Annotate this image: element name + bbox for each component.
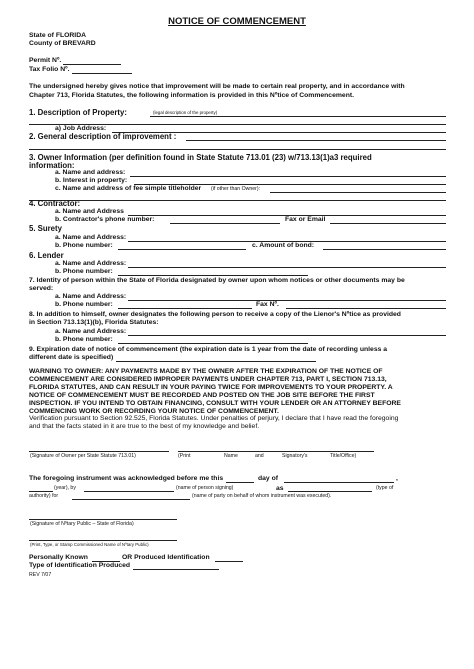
type-of-identification-field[interactable] — [133, 569, 219, 570]
county-label: County of BREVARD — [29, 40, 96, 47]
owner-signature-caption: (Signature of Owner per State Statute 713.01) — [30, 453, 136, 459]
ack-day-of-label: day of — [258, 475, 279, 482]
description-of-property-label: 1. Description of Property: — [29, 108, 127, 117]
copy-recipient-name-address-label: a. Name and Address: — [55, 328, 127, 335]
amount-of-bond-label: c. Amount of bond: — [252, 242, 315, 249]
contractor-phone-label: b. Contractor's phone number: — [55, 216, 155, 223]
ack-type-field[interactable] — [288, 491, 372, 492]
ack-type-of-label: (type of — [376, 485, 394, 491]
contractor-fax-field[interactable] — [330, 223, 446, 224]
owner-information-label-2: information: — [29, 161, 75, 170]
permit-field[interactable] — [63, 64, 121, 65]
designated-fax-label: Fax Nº. — [256, 301, 279, 308]
copy-recipient-label-2: in Section 713.13(1)(b), Florida Statutes: — [29, 319, 159, 326]
notary-signature-line[interactable] — [29, 519, 177, 520]
ack-authority-label: authority) for — [29, 493, 59, 499]
ack-day-field[interactable] — [226, 482, 254, 483]
fee-simple-titleholder-label: c. Name and address of fee simple titleholder — [55, 185, 202, 192]
job-address-label: a) Job Address: — [55, 125, 107, 132]
ack-as-label: as — [276, 485, 284, 492]
warning-line-4: NOTICE OF COMMENCEMENT MUST BE RECORDED AND POSTED ON THE JOB SITE BEFORE THE FIRST — [29, 392, 375, 399]
lender-name-address-label: a. Name and Address: — [55, 260, 127, 267]
surety-name-address-label: a. Name and Address: — [55, 234, 127, 241]
general-description-label: 2. General description of improvement : — [29, 132, 177, 141]
ack-person-label: (name of person signing) — [176, 485, 234, 491]
contractor-name-address-label: a. Name and Address — [55, 208, 124, 215]
warning-line-6: COMMENCING WORK OR RECORDING YOUR NOTICE OF COMMENCEMENT. — [29, 408, 279, 415]
lender-name-address-field[interactable] — [128, 267, 446, 268]
type-of-identification-label: Type of Identification Produced — [29, 562, 131, 569]
ack-month-field[interactable] — [284, 482, 394, 483]
surety-phone-label: b. Phone number: — [55, 242, 113, 249]
notary-print-caption: (Print, Type, or Stamp Commissioned Name of Nºtary Public) — [30, 542, 149, 547]
tax-folio-field[interactable] — [72, 73, 132, 74]
ack-party-label: (name of party on behalf of whom instrument was executed). — [192, 493, 332, 499]
signatory-print-line[interactable] — [178, 451, 374, 452]
expiration-date-label: 9. Expiration date of notice of commencement (the expiration date is 1 year from the date of recording unless a — [29, 346, 388, 353]
warning-line-3: FLORIDA STATUTES, AND CAN RESULT IN YOUR PAYING TWICE FOR IMPROVEMENTS TO YOUR PROPERTY. A — [29, 384, 393, 391]
verification-line-2: and that the facts stated in it are true to the best of my knowledge and belief. — [29, 423, 260, 430]
signatory-caption: Signatory's — [282, 453, 308, 459]
contractor-fax-label: Fax or Email — [285, 216, 326, 223]
interest-in-property-label: b. Interest in property: — [55, 177, 128, 184]
designated-name-address-field[interactable] — [128, 300, 446, 301]
owner-name-address-label: a. Name and address: — [55, 169, 126, 176]
copy-recipient-phone-label: b. Phone number: — [55, 336, 113, 343]
lender-phone-field[interactable] — [118, 275, 308, 276]
owner-information-label: 3. Owner Information (per definition found in State Statute 713.01 (23) w/713.13(1)a3 required — [29, 153, 372, 162]
fee-simple-titleholder-field[interactable] — [270, 192, 446, 193]
fee-simple-note: (if other than Owner): — [211, 186, 261, 192]
tax-folio-label: Tax Folio Nº. — [29, 66, 70, 73]
lender-phone-label: b. Phone number: — [55, 268, 113, 275]
expiration-date-field[interactable] — [116, 361, 316, 362]
owner-signature-line[interactable] — [29, 451, 169, 452]
notary-signature-caption: (Signature of Nºtary Public – State of Florida) — [30, 521, 134, 527]
lender-label: 6. Lender — [29, 251, 64, 260]
personally-known-label: Personally Known — [29, 554, 88, 561]
surety-phone-field[interactable] — [118, 249, 246, 250]
ack-comma: , — [396, 475, 398, 482]
improvement-description-field-2[interactable] — [29, 149, 446, 150]
document-title: NOTICE OF COMMENCEMENT — [168, 16, 306, 27]
ack-year-label: (year), by — [54, 485, 76, 491]
contractor-label: 4. Contractor: — [29, 199, 81, 208]
verification-line-1: Verification pursuant to Section 92.525, Florida Statutes. Under penalties of perjury, I declare that I have read the foregoing — [29, 415, 399, 422]
copy-recipient-phone-field[interactable] — [118, 343, 308, 344]
designated-person-label: 7. Identity of person within the State of Florida designated by owner upon whom notices or other documents may be — [29, 277, 405, 284]
name-caption: Name — [224, 453, 238, 459]
ack-year-field[interactable] — [29, 491, 53, 492]
produced-identification-field[interactable] — [215, 561, 243, 562]
and-caption: and — [255, 453, 264, 459]
designated-phone-label: b. Phone number: — [55, 301, 113, 308]
surety-label: 5. Surety — [29, 224, 62, 233]
print-caption: (Print — [178, 453, 191, 459]
notary-print-line[interactable] — [29, 540, 177, 541]
improvement-description-field[interactable] — [186, 140, 446, 141]
amount-of-bond-field[interactable] — [323, 249, 446, 250]
property-description-note: (legal description of the property) — [153, 110, 218, 115]
designated-person-label-2: served: — [29, 285, 54, 292]
permit-label: Permit Nº. — [29, 57, 62, 64]
designated-phone-field[interactable] — [118, 308, 252, 309]
title-office-caption: Title/Office) — [330, 453, 357, 459]
ack-party-field[interactable] — [72, 499, 190, 500]
state-label: State of FLORIDA — [29, 32, 87, 39]
owner-name-address-field[interactable] — [130, 176, 446, 177]
expiration-date-label-2: different date is specified) — [29, 354, 114, 361]
intro-line-1: The undersigned hereby gives notice that improvement will be made to certain real property, and in accordance with — [29, 83, 405, 90]
warning-line-2: COMMENCEMENT ARE CONSIDERED IMPROPER PAYMENTS UNDER CHAPTER 713, PART I, SECTION 713.13, — [29, 376, 387, 383]
warning-line-5: INSPECTION. IF YOU INTEND TO OBTAIN FINANCING, CONSULT WITH YOUR LENDER OR AN ATTORNEY BEFORE — [29, 400, 401, 407]
copy-recipient-label: 8. In addition to himself, owner designates the following person to receive a copy of the Lienor's Nºtice as provided — [29, 311, 401, 318]
copy-recipient-name-address-field[interactable] — [128, 335, 446, 336]
intro-line-2: Chapter 713, Florida Statutes, the following information is provided in this Nºtice of Commencement. — [29, 92, 354, 99]
property-description-field[interactable] — [150, 116, 446, 117]
produced-identification-label: OR Produced Identification — [122, 554, 210, 561]
ack-person-field[interactable] — [84, 491, 174, 492]
designated-name-address-label: a. Name and Address: — [55, 293, 127, 300]
contractor-phone-field[interactable] — [170, 223, 280, 224]
revision-label: REV 7/07 — [29, 572, 52, 578]
designated-fax-field[interactable] — [286, 308, 446, 309]
warning-line-1: WARNING TO OWNER: ANY PAYMENTS MADE BY THE OWNER AFTER THE EXPIRATION OF THE NOTICE OF — [29, 368, 383, 375]
ack-statement: The foregoing instrument was acknowledged before me this — [29, 475, 224, 482]
fee-simple-titleholder-field-2[interactable] — [29, 200, 446, 201]
